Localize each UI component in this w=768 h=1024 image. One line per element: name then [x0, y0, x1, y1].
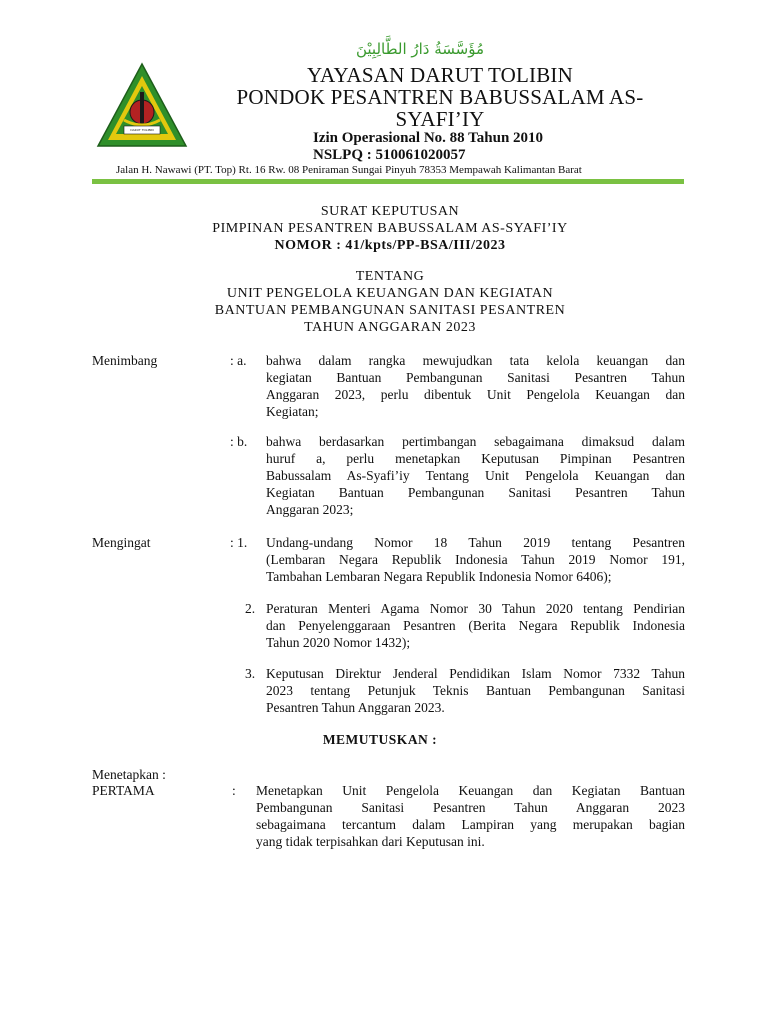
text-line: kegiatan Bantuan Pembangunan Sanitasi Pesantren Tahun [266, 370, 685, 385]
subject-block [150, 268, 630, 336]
document-title [150, 203, 630, 254]
title-line-2: PIMPINAN PESANTREN BABUSSALAM AS-SYAFI’IY [212, 221, 568, 236]
address: Jalan H. Nawawi (PT. Top) Rt. 16 Rw. 08 Peniraman Sungai Pinyuh 78353 Mempawah Kalimantan Barat [116, 164, 582, 176]
header-divider [92, 179, 684, 184]
pertama-colon: : [232, 783, 236, 798]
text-line: (Lembaran Negara Republik Indonesia Tahun 2019 Nomor 191, [266, 552, 685, 567]
text-line: 2023 tentang Petunjuk Teknis Bantuan Pembangunan Sanitasi [266, 683, 685, 698]
menimbang-item-a-marker: : a. [230, 353, 247, 368]
mengingat-label: Mengingat [92, 535, 151, 550]
text-line: huruf a, perlu menetapkan Keputusan Pimpinan Pesantren [266, 451, 685, 466]
text-line: Tahun 2020 Nomor 1432); [266, 635, 411, 650]
subject-line-1: UNIT PENGELOLA KEUANGAN DAN KEGIATAN [226, 286, 554, 301]
mengingat-item-3-marker: 3. [245, 666, 256, 681]
menimbang-label: Menimbang [92, 353, 158, 368]
text-line: Tambahan Lembaran Negara Republik Indonesia Nomor 6406); [266, 569, 612, 584]
text-line: Kegiatan; [266, 404, 319, 419]
pertama-content [256, 782, 685, 850]
arabic-foundation-name: مُؤَسَّسَةُ دَارُ الطَّالِبِيْنَ [355, 40, 485, 58]
mengingat-item-1-marker: : 1. [230, 535, 248, 550]
text-line: bahwa berdasarkan pertimbangan sebagaimana dimaksud dalam [266, 434, 685, 449]
school-name-line2: SYAFI’IY [395, 107, 485, 131]
about-label: TENTANG [355, 269, 425, 284]
nslpq-number: NSLPQ : 510061020057 [313, 147, 466, 163]
text-line: Anggaran 2023; [266, 502, 354, 517]
title-line-1: SURAT KEPUTUSAN [320, 204, 460, 219]
mengingat-item-1 [266, 534, 685, 585]
mengingat-item-2 [266, 600, 685, 651]
pertama-label: PERTAMA [92, 783, 155, 798]
text-line: yang tidak terpisahkan dari Keputusan ini. [256, 834, 485, 849]
school-name-line1: PONDOK PESANTREN BABUSSALAM AS- [236, 85, 644, 109]
text-line: Pesantren Tahun Anggaran 2023. [266, 700, 445, 715]
organization-logo [96, 62, 188, 148]
menimbang-item-b [266, 433, 685, 518]
text-line: sebagaimana tercantum dalam Lampiran yang merupakan bagian [256, 817, 685, 832]
logo-text: DARUT TOLIBIN [130, 128, 154, 132]
license-number: Izin Operasional No. 88 Tahun 2010 [313, 130, 544, 146]
text-line: Undang-undang Nomor 18 Tahun 2019 tentang Pesantren [266, 535, 685, 550]
subject-line-2: BANTUAN PEMBANGUNAN SANITASI PESANTREN [214, 303, 566, 318]
text-line: Anggaran 2023, perlu dibentuk Unit Pengelola Keuangan dan [266, 387, 685, 402]
text-line: Kegiatan Bantuan Pembangunan Sanitasi Pesantren Tahun [266, 485, 685, 500]
memutuskan-heading: MEMUTUSKAN : [322, 732, 438, 747]
foundation-name: YAYASAN DARUT TOLIBIN [307, 63, 573, 87]
text-line: Keputusan Direktur Jenderal Pendidikan Islam Nomor 7332 Tahun [266, 666, 685, 681]
text-line: Babussalam As-Syafi’iy Tentang Unit Pengelola Keuangan dan [266, 468, 685, 483]
mengingat-item-3 [266, 665, 685, 716]
mengingat-item-2-marker: 2. [245, 601, 256, 616]
text-line: Pembangunan Sanitasi Pesantren Tahun Anggaran 2023 [256, 800, 685, 815]
title-line-3: NOMOR : 41/kpts/PP-BSA/III/2023 [274, 238, 506, 253]
text-line: Menetapkan Unit Pengelola Keuangan dan Kegiatan Bantuan [256, 783, 685, 798]
text-line: bahwa dalam rangka mewujudkan tata kelola keuangan dan [266, 353, 685, 368]
menimbang-item-a [266, 352, 685, 420]
text-line: dan Penyelenggaraan Pesantren (Berita Negara Republik Indonesia [266, 618, 685, 633]
menimbang-item-b-marker: : b. [230, 434, 248, 449]
text-line: Peraturan Menteri Agama Nomor 30 Tahun 2020 tentang Pendirian [266, 601, 685, 616]
menetapkan-label: Menetapkan : [92, 767, 166, 782]
subject-line-3: TAHUN ANGGARAN 2023 [304, 320, 476, 335]
